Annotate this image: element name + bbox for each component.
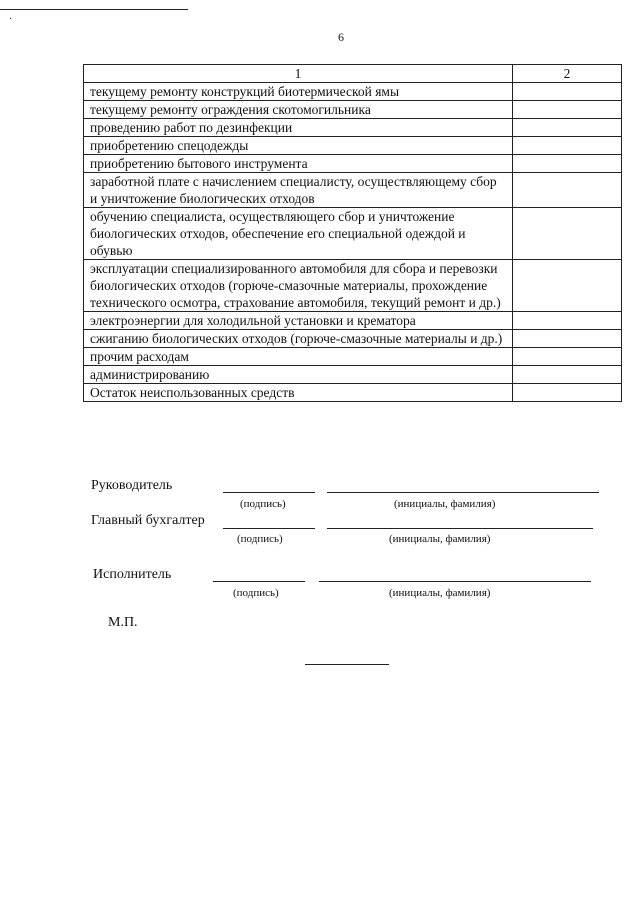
table-row bbox=[84, 260, 622, 312]
corner-mark: · bbox=[9, 14, 13, 25]
row-value bbox=[512, 208, 621, 260]
table-row bbox=[84, 155, 622, 173]
executor-signature-caption: (подпись) bbox=[233, 587, 279, 599]
table-row bbox=[84, 366, 622, 384]
header-col-2: 2 bbox=[512, 65, 621, 83]
executor-signature-line bbox=[213, 581, 305, 582]
table-row bbox=[84, 173, 622, 208]
accountant-name-caption: (инициалы, фамилия) bbox=[389, 533, 491, 545]
head-name-line bbox=[327, 492, 599, 493]
accountant-name-line bbox=[327, 528, 593, 529]
head-name-caption: (инициалы, фамилия) bbox=[394, 498, 496, 510]
page-number: 6 bbox=[338, 30, 344, 44]
row-label: электроэнергии для холодильной установки и крематора bbox=[84, 312, 513, 330]
head-signature-caption: (подпись) bbox=[240, 498, 286, 510]
table-row bbox=[84, 137, 622, 155]
head-signature-line bbox=[223, 492, 315, 493]
row-label: обучению специалиста, осуществляющего сбор и уничтожение биологических отходов, обеспечение его специальной одеждой и обувью bbox=[84, 208, 513, 260]
executor-name-line bbox=[319, 581, 591, 582]
row-label: прочим расходам bbox=[84, 348, 513, 366]
executor-label: Исполнитель bbox=[93, 567, 172, 582]
row-value bbox=[512, 101, 621, 119]
row-value bbox=[512, 83, 621, 101]
accountant-signature-line bbox=[223, 528, 315, 529]
row-value bbox=[512, 137, 621, 155]
row-value bbox=[512, 366, 621, 384]
table-row bbox=[84, 384, 622, 402]
row-label: заработной плате с начислением специалисту, осуществляющему сбор и уничтожение биологических отходов bbox=[84, 173, 513, 208]
row-value bbox=[512, 312, 621, 330]
end-rule bbox=[305, 664, 389, 665]
accountant-signature-caption: (подпись) bbox=[237, 533, 283, 545]
table-row bbox=[84, 330, 622, 348]
row-label: сжиганию биологических отходов (горюче-смазочные материалы и др.) bbox=[84, 330, 513, 348]
row-value bbox=[512, 330, 621, 348]
row-label: приобретению бытового инструмента bbox=[84, 155, 513, 173]
row-value bbox=[512, 260, 621, 312]
row-value bbox=[512, 348, 621, 366]
expense-table bbox=[83, 64, 622, 402]
row-value bbox=[512, 173, 621, 208]
row-value bbox=[512, 155, 621, 173]
header-col-1: 1 bbox=[84, 65, 513, 83]
row-label: текущему ремонту ограждения скотомогильника bbox=[84, 101, 513, 119]
seal-label: М.П. bbox=[108, 615, 138, 630]
head-label: Руководитель bbox=[91, 478, 173, 493]
top-rule bbox=[0, 9, 188, 10]
table-header-row bbox=[84, 65, 622, 83]
table-row bbox=[84, 312, 622, 330]
accountant-label: Главный бухгалтер bbox=[91, 513, 205, 528]
executor-name-caption: (инициалы, фамилия) bbox=[389, 587, 491, 599]
table-row bbox=[84, 119, 622, 137]
table-row bbox=[84, 101, 622, 119]
row-label: эксплуатации специализированного автомобиля для сбора и перевозки биологических отходов (горюче-смазочные материалы, прохождение технического осмотра, страхование автомобиля, текущий ремонт и др.) bbox=[84, 260, 513, 312]
table-row bbox=[84, 208, 622, 260]
row-label: Остаток неиспользованных средств bbox=[84, 384, 513, 402]
row-label: текущему ремонту конструкций биотермической ямы bbox=[84, 83, 513, 101]
row-label: проведению работ по дезинфекции bbox=[84, 119, 513, 137]
row-label: администрированию bbox=[84, 366, 513, 384]
row-label: приобретению спецодежды bbox=[84, 137, 513, 155]
row-value bbox=[512, 384, 621, 402]
table-row bbox=[84, 348, 622, 366]
row-value bbox=[512, 119, 621, 137]
table-row bbox=[84, 83, 622, 101]
